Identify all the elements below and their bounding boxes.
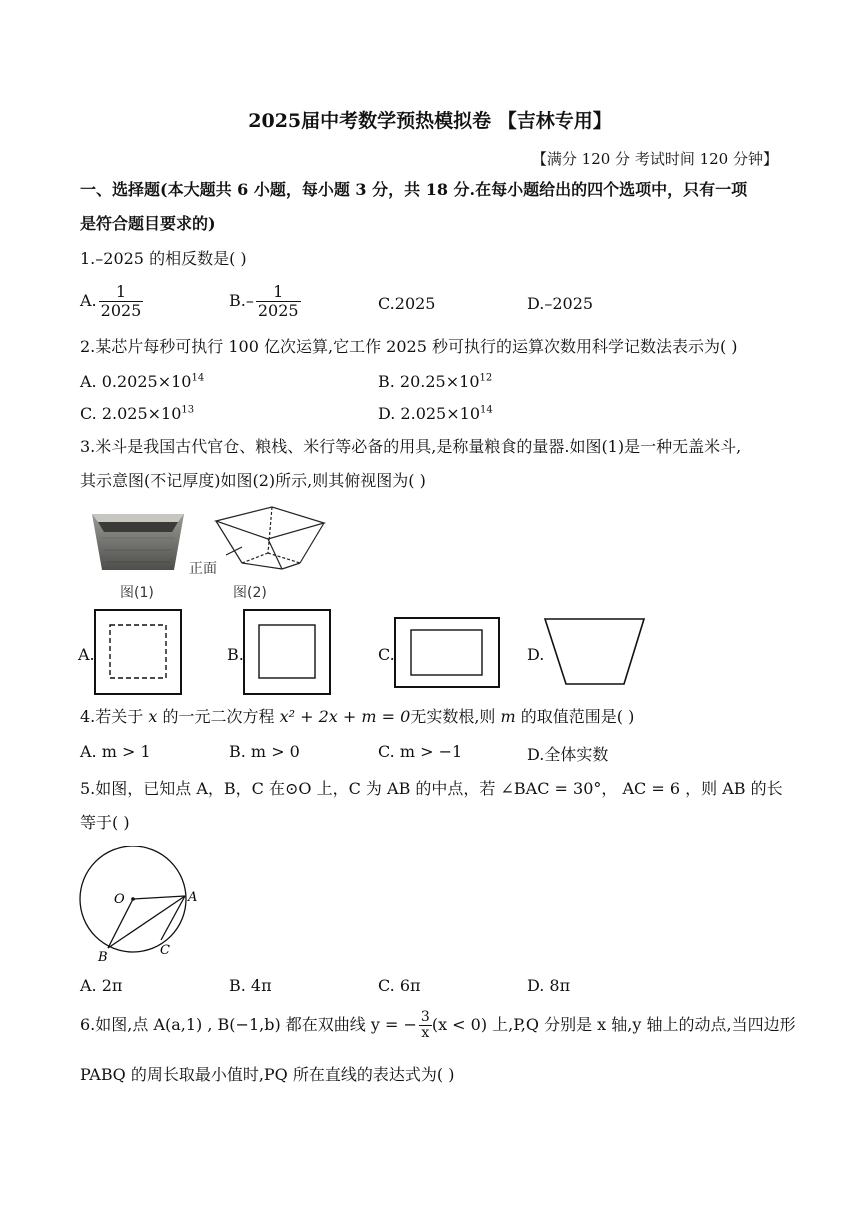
circle-figure <box>72 846 212 964</box>
q3-option-b: B. <box>227 645 244 664</box>
q1-option-a: A. $\frac{1}{2025}$ <box>80 282 142 320</box>
page-title: 2025届中考数学预热模拟卷 【吉林专用】 <box>248 110 612 132</box>
q2-option-b: B. $20.25\times 10^{12}$ <box>378 372 493 391</box>
q1-stem: 1.–2025 的相反数是( ) <box>80 249 247 268</box>
rice-measure-photo <box>88 508 188 572</box>
q5-stem-line2: 等于( ) <box>80 813 130 832</box>
q1-option-c: C.2025 <box>378 294 436 313</box>
q3-stem-line2: 其示意图(不记厚度)如图(2)所示,则其俯视图为( ) <box>80 471 426 490</box>
q4-option-d: D.全体实数 <box>527 745 609 764</box>
q4-option-c: C. m > −1 <box>378 742 463 761</box>
q2-option-a: A. $0.2025\times 10^{14}$ <box>80 372 205 391</box>
q5-stem-line1: 5.如图，已知点 A，B，C 在⊙O 上，C 为 AB 的中点，若 ∠BAC = 30°， AC = 6 ，则 AB 的长 <box>80 779 783 798</box>
q3-option-a-figure <box>94 609 182 695</box>
q1-option-b: B.– $\frac{1}{2025}$ <box>229 282 299 320</box>
q2-stem: 2.某芯片每秒可执行 100 亿次运算,它工作 2025 秒可执行的运算次数用科学记数法表示为( ) <box>80 337 738 356</box>
exam-meta: 【满分 120 分 考试时间 120 分钟】 <box>531 150 778 168</box>
fig1-caption: 图(1) <box>120 585 154 601</box>
q5-option-c: C. 6π <box>378 976 421 995</box>
q1-option-d: D.–2025 <box>527 294 594 313</box>
q3-option-c-figure <box>394 617 500 688</box>
q3-stem-line1: 3.米斗是我国古代官仓、粮栈、米行等必备的用具,是称量粮食的量器.如图(1)是一种无盖米斗, <box>80 437 742 456</box>
q4-option-a: A. m > 1 <box>80 742 151 761</box>
q3-option-b-figure <box>243 609 331 695</box>
section-heading-cont: 是符合题目要求的) <box>80 214 216 233</box>
q5-option-b: B. 4π <box>229 976 272 995</box>
q3-option-c: C. <box>378 645 395 664</box>
label-c: C <box>160 943 170 958</box>
q3-option-d-figure <box>544 617 646 687</box>
q4-option-b: B. m > 0 <box>229 742 300 761</box>
q3-option-a: A. <box>78 645 95 664</box>
label-b: B <box>98 950 108 964</box>
label-a: A <box>188 890 198 905</box>
q6-stem-line2: PABQ 的周长取最小值时,PQ 所在直线的表达式为( ) <box>80 1065 455 1084</box>
q3-option-d: D. <box>527 645 545 664</box>
q2-option-d: D. $2.025\times 10^{14}$ <box>378 404 493 423</box>
q2-option-c: C. $2.025\times 10^{13}$ <box>80 404 195 423</box>
label-o: O <box>114 892 125 907</box>
q6-stem-line1: 6.如图,点 A(a,1) , B(−1,b) 都在双曲线 y = − $\frac{3}{x}$ (x < 0) 上,P,Q 分别是 x 轴,y 轴上的动点,当四边形 <box>80 1009 796 1041</box>
q4-stem: 4.若关于 x 的一元二次方程 x² + 2x + m = 0无实数根,则 m 的取值范围是( ) <box>80 707 635 726</box>
front-label: 正面 <box>189 561 217 577</box>
q5-option-d: D. 8π <box>527 976 571 995</box>
fig2-caption: 图(2) <box>233 585 267 601</box>
rice-measure-diagram <box>212 505 330 575</box>
q5-option-a: A. 2π <box>80 976 123 995</box>
section-heading: 一、选择题(本大题共 6 小题，每小题 3 分，共 18 分.在每小题给出的四个选项中，只有一项 <box>80 180 748 199</box>
